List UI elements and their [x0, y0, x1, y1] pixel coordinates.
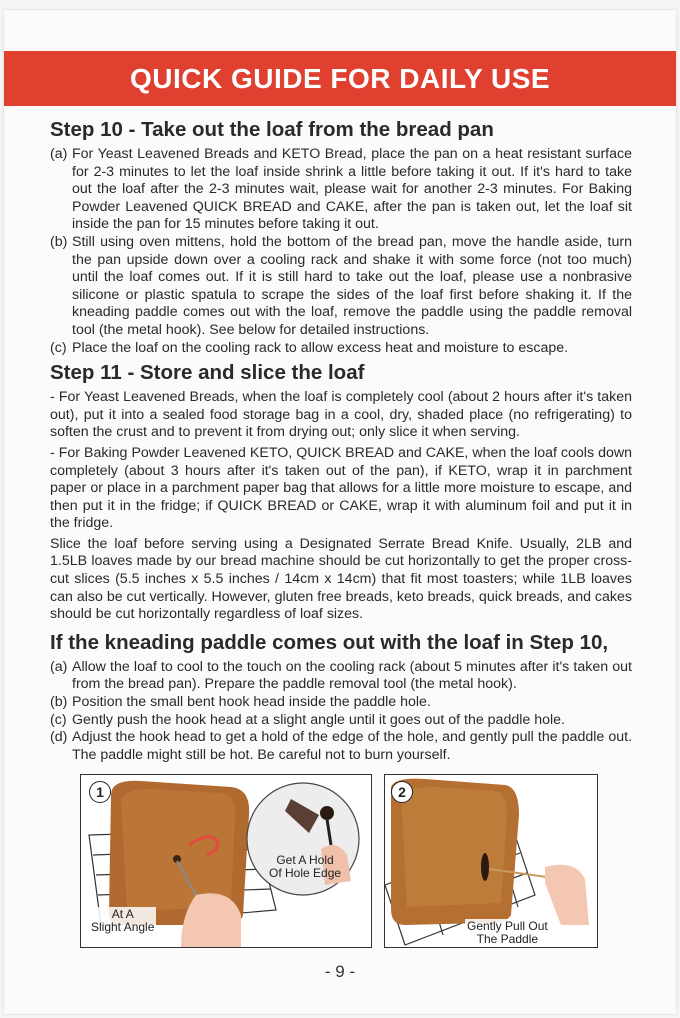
paddle-heading: If the kneading paddle comes out with the loaf in Step 10,	[50, 630, 609, 654]
main-content	[50, 117, 632, 764]
step-number-badge: 2	[391, 781, 413, 803]
page-banner	[4, 51, 676, 106]
step10-item-b	[50, 234, 632, 340]
paddle-item-a	[50, 659, 632, 694]
step-number-badge: 1	[89, 781, 111, 803]
caption-pull-paddle: Gently Pull Out The Paddle	[467, 919, 548, 946]
banner-title: QUICK GUIDE FOR DAILY USE	[129, 62, 551, 94]
item-text: Adjust the hook head to get a hold of the edge of the hole, and gently pull the paddle out. The paddle might still be hot. Be careful not to burn yourself.	[72, 729, 632, 763]
item-label: (a)	[50, 146, 68, 162]
paddle-item-d	[50, 729, 632, 764]
caption-slight-angle: At A Slight Angle	[91, 907, 155, 934]
step11-heading: Step 11 - Store and slice the loaf	[50, 361, 365, 385]
step10-item-c	[50, 340, 632, 358]
item-text: Still using oven mittens, hold the bottom of the bread pan, move the handle aside, turn the pan upside down over a cooling rack and shake it with some force (not too much) until the loaf comes out. If it is still hard to take out the loaf, please use a nonbrasive silicone or plastic spatula to scrape the sides of the loaf first before shaking it. If the kneading paddle comes out with the loaf, remove the paddle using the paddle removal tool (the metal hook). See below for detailed instructions.	[72, 233, 632, 338]
item-label: (b)	[50, 694, 68, 711]
item-label: (c)	[50, 339, 67, 356]
item-label: (d)	[50, 729, 68, 746]
photo-step-2	[384, 774, 598, 948]
paddle-item-b	[50, 694, 632, 712]
page-number: - 9 -	[324, 962, 356, 981]
caption-hold-edge: Get A Hold Of Hole Edge	[269, 853, 342, 880]
item-text: Position the small bent hook head inside the paddle hole.	[72, 694, 431, 711]
step11-paragraph-yeast: - For Yeast Leavened Breads, when the loaf is completely cool (about 2 hours after it's taken out), put it into a sealed food storage bag in a cool, dry, shaded place (no refrigerating) to soften the crust and to prevent it from drying out; only slice it when serving.	[50, 389, 632, 441]
item-label: (b)	[50, 233, 68, 250]
step10-item-a	[50, 146, 632, 234]
item-text: Allow the loaf to cool to the touch on the cooling rack (about 5 minutes after it's taken out from the bread pan). Prepare the paddle removal tool (the metal hook).	[72, 658, 632, 693]
photo-step-1	[80, 774, 372, 948]
step10-heading: Step 10 - Take out the loaf from the bread pan	[50, 118, 494, 141]
paddle-item-c	[50, 712, 632, 730]
item-text: Gently push the hook head at a slight angle until it goes out of the paddle hole.	[72, 711, 565, 728]
item-label: (a)	[50, 658, 68, 675]
step11-paragraph-slicing: Slice the loaf before serving using a Designated Serrate Bread Knife. Usually, 2LB and 1.5LB loaves made by our bread machine should be cut horizontally to get the proper cross-cut slices (5.5 inches x 5.5 inches / 14cm x 14cm) that fit most toasters; while 1LB loaves can also be cut vertically. However, gluten free breads, keto breads, quick breads, and cakes should be cut horizontally regardless of loaf sizes.	[50, 535, 632, 623]
instruction-photos	[80, 774, 596, 946]
item-text: Place the loaf on the cooling rack to allow excess heat and moisture to escape.	[72, 339, 569, 356]
item-text: For Yeast Leavened Breads and KETO Bread, place the pan on a heat resistant surface for 2-3 minutes to let the loaf inside shrink a little before taking it out. If it's hard to take out the loaf after the 2-3 minutes wait, please wait for another 2-3 minutes. For Baking Powder Leavened QUICK BREAD and CAKE, after the pan is taken out, let the loaf sit inside the pan for 15 minutes before taking it out.	[72, 146, 632, 233]
step11-paragraph-baking-powder: - For Baking Powder Leavened KETO, QUICK BREAD and CAKE, when the loaf cools down completely (about 3 hours after it's taken out of the pan), if KETO, wrap it in parchment paper or place in a parchment paper bag that allows for a little more moisture to escape, and then put it in the fridge; if QUICK BREAD or CAKE, wrap it with aluminum foil and put it in the fridge.	[50, 444, 632, 532]
item-label: (c)	[50, 711, 67, 728]
